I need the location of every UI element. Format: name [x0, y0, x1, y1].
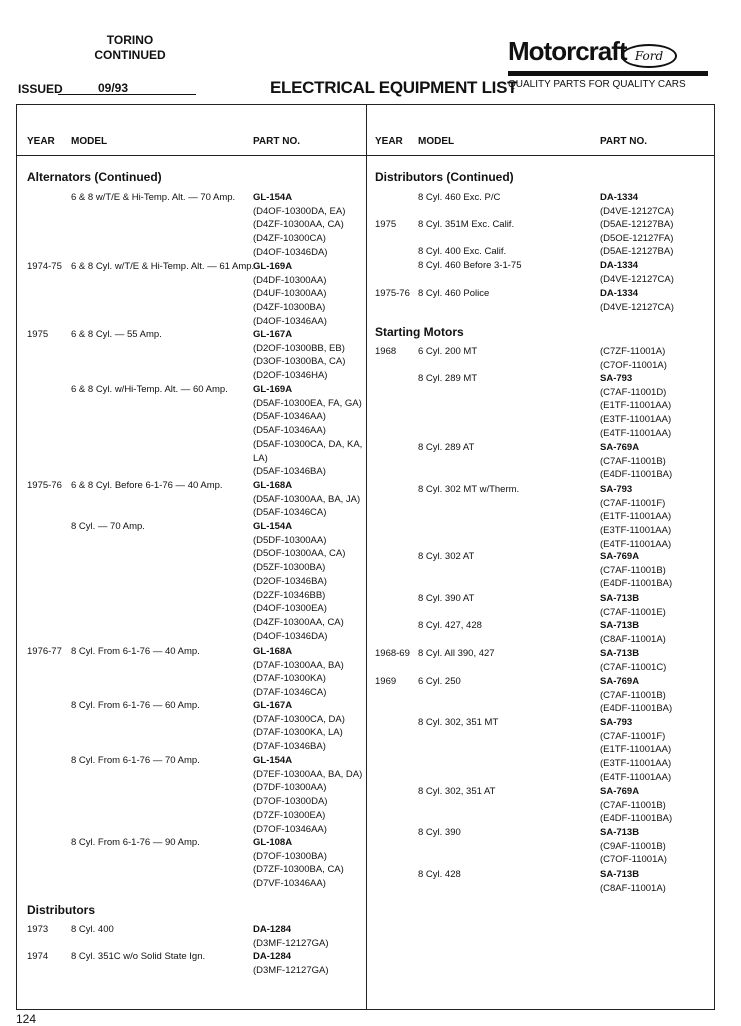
- motorcraft-logo: Motorcraft: [508, 36, 627, 66]
- part-number: GL-169A: [253, 261, 293, 272]
- row-year: 1968: [375, 346, 397, 357]
- part-reference: (E4TF-11001AA): [600, 771, 672, 783]
- row-year: 1974-75: [27, 261, 62, 272]
- col-header-model-left: MODEL: [71, 136, 108, 147]
- row-year: 1975: [27, 329, 49, 340]
- part-reference: (C7AF-11001E): [600, 606, 666, 618]
- part-reference: (D7EF-10300AA, BA, DA): [253, 768, 363, 780]
- part-number: SA-769A: [600, 442, 640, 453]
- section-title: Alternators (Continued): [27, 170, 162, 184]
- part-reference: (D4OF-10346DA): [253, 246, 328, 258]
- row-model: 8 Cyl. 390 AT: [418, 593, 475, 604]
- part-reference: (D4VE-12127CA): [600, 301, 674, 313]
- part-reference: (E4DF-11001BA): [600, 578, 673, 590]
- part-number: DA-1334: [600, 192, 639, 203]
- part-reference: (C8AF-11001A): [600, 633, 666, 645]
- page-title: ELECTRICAL EQUIPMENT LIST: [270, 78, 518, 97]
- row-model: 8 Cyl. 302 MT w/Therm.: [418, 484, 520, 495]
- section-title: Starting Motors: [375, 325, 464, 339]
- part-reference: (D5AF-10346AA): [253, 425, 326, 437]
- issued-date: 09/93: [97, 81, 129, 95]
- part-reference: (D7AF-10300KA, LA): [253, 727, 343, 739]
- part-reference: (D4OF-10300EA): [253, 603, 327, 615]
- part-reference: (C7ZF-11001A): [600, 346, 666, 357]
- part-reference: (D5AF-10300AA, BA, JA): [253, 493, 361, 505]
- part-number: GL-167A: [253, 700, 293, 711]
- part-reference: (D7ZF-10300BA, CA): [253, 864, 344, 876]
- part-reference: (D4ZF-10300CA): [253, 233, 326, 245]
- part-reference: (D5AF-10346CA): [253, 507, 327, 519]
- part-reference: (C7AF-11001F): [600, 730, 666, 742]
- part-reference: (D5ZF-10300BA): [253, 562, 326, 574]
- part-reference: (D7OF-10300BA): [253, 850, 327, 862]
- part-reference: (C7AF-11001B): [600, 564, 666, 576]
- row-year: 1969: [375, 676, 397, 687]
- row-model: 8 Cyl. 351M Exc. Calif.: [418, 219, 515, 230]
- part-reference: (E4DF-11001BA): [600, 469, 673, 481]
- part-reference: (C7OF-11001A): [600, 854, 667, 866]
- part-number: SA-713B: [600, 869, 640, 880]
- part-reference: (C7AF-11001C): [600, 661, 667, 673]
- part-reference: (D3MF-12127GA): [253, 937, 329, 949]
- part-number: DA-1334: [600, 288, 639, 299]
- part-reference: (D5AF-10346BA): [253, 466, 326, 478]
- part-number: SA-713B: [600, 827, 640, 838]
- row-model: 8 Cyl. 390: [418, 827, 461, 838]
- part-reference: (D7VF-10346AA): [253, 878, 326, 890]
- tagline: QUALITY PARTS FOR QUALITY CARS: [508, 79, 686, 90]
- section-title: Distributors: [27, 903, 96, 917]
- part-number: SA-769A: [600, 676, 640, 687]
- part-number: SA-769A: [600, 551, 640, 562]
- part-reference: (D2ZF-10346BB): [253, 589, 326, 601]
- part-reference: (D5AF-10300CA, DA, KA,: [253, 438, 363, 450]
- row-model: 8 Cyl. From 6-1-76 — 40 Amp.: [71, 646, 200, 657]
- row-model: 8 Cyl. 351C w/o Solid State Ign.: [71, 951, 206, 962]
- col-header-part-right: PART NO.: [600, 136, 648, 147]
- part-reference: (D5DF-10300AA): [253, 534, 327, 546]
- row-model: 6 & 8 w/T/E & Hi-Temp. Alt. — 70 Amp.: [71, 192, 236, 203]
- part-number: GL-154A: [253, 192, 293, 203]
- part-reference: (D4ZF-10300AA, CA): [253, 219, 344, 231]
- part-reference: (C8AF-11001A): [600, 882, 666, 894]
- part-reference: (D7DF-10300AA): [253, 782, 327, 794]
- row-model: 8 Cyl. 289 MT: [418, 373, 478, 384]
- part-reference: (E3TF-11001AA): [600, 414, 672, 426]
- part-number: DA-1334: [600, 260, 639, 271]
- part-reference: (D4UF-10300AA): [253, 288, 327, 300]
- part-reference: (D4ZF-10300AA, CA): [253, 616, 344, 628]
- part-reference: (C7OF-11001A): [600, 359, 667, 371]
- row-model: 8 Cyl. 460 Police: [418, 288, 490, 299]
- issued-label: ISSUED: [18, 82, 63, 96]
- row-model: 8 Cyl. — 70 Amp.: [71, 521, 145, 532]
- part-reference: (E1TF-11001AA): [600, 400, 672, 412]
- part-number: GL-168A: [253, 646, 293, 657]
- part-reference: (D4OF-10346DA): [253, 630, 328, 642]
- part-reference: LA): [253, 452, 268, 464]
- row-model: 6 & 8 Cyl. Before 6-1-76 — 40 Amp.: [71, 480, 223, 491]
- part-reference: (E4TF-11001AA): [600, 538, 672, 550]
- header-rule: [16, 155, 715, 156]
- part-number: SA-769A: [600, 786, 640, 797]
- part-reference: (E4DF-11001BA): [600, 813, 673, 825]
- part-reference: (D5AF-10300EA, FA, GA): [253, 397, 362, 409]
- part-number: GL-154A: [253, 521, 293, 532]
- part-reference: (D7AF-10346BA): [253, 741, 326, 753]
- row-model: 8 Cyl. 302, 351 MT: [418, 717, 499, 728]
- part-reference: (E4TF-11001AA): [600, 427, 672, 439]
- ford-oval-icon: Ford: [621, 44, 677, 68]
- part-reference: (D7AF-10300KA): [253, 673, 326, 685]
- part-number: DA-1284: [253, 924, 292, 935]
- col-header-year-left: YEAR: [27, 136, 55, 147]
- part-number: GL-154A: [253, 755, 293, 766]
- part-reference: (D7OF-10300DA): [253, 796, 328, 808]
- part-number: SA-793: [600, 717, 633, 728]
- part-reference: (D7AF-10300CA, DA): [253, 713, 345, 725]
- row-model: 8 Cyl. 289 AT: [418, 442, 475, 453]
- part-reference: (D7AF-10346CA): [253, 687, 327, 699]
- part-number: SA-793: [600, 484, 633, 495]
- part-reference: (D7ZF-10300EA): [253, 809, 326, 821]
- part-reference: (D4VE-12127CA): [600, 273, 674, 285]
- part-number: SA-793: [600, 373, 633, 384]
- part-number: GL-168A: [253, 480, 293, 491]
- part-reference: (D5OF-10300AA, CA): [253, 548, 346, 560]
- row-model: 8 Cyl. All 390, 427: [418, 648, 495, 659]
- row-model: 6 Cyl. 250: [418, 676, 461, 687]
- part-reference: (D3MF-12127GA): [253, 964, 329, 976]
- row-model: 8 Cyl. 302 AT: [418, 551, 475, 562]
- model-heading: [60, 33, 200, 63]
- model-continued: CONTINUED: [94, 48, 166, 62]
- part-reference: (D5AE-12127BA): [600, 246, 674, 257]
- row-model: 6 & 8 Cyl. w/T/E & Hi-Temp. Alt. — 61 Amp.: [71, 261, 255, 272]
- part-reference: (D4VE-12127CA): [600, 205, 674, 217]
- row-year: 1968-69: [375, 648, 410, 659]
- part-reference: (E1TF-11001AA): [600, 744, 672, 756]
- row-year: 1973: [27, 924, 49, 935]
- logo-rule: [508, 71, 708, 76]
- row-model: 8 Cyl. From 6-1-76 — 90 Amp.: [71, 837, 200, 848]
- col-header-model-right: MODEL: [418, 136, 455, 147]
- row-model: 6 Cyl. 200 MT: [418, 346, 478, 357]
- row-model: 8 Cyl. 400: [71, 924, 114, 935]
- row-model: 8 Cyl. 400 Exc. Calif.: [418, 246, 507, 257]
- row-year: 1976-77: [27, 646, 62, 657]
- part-reference: (D2OF-10346BA): [253, 575, 327, 587]
- model-name: TORINO: [106, 33, 154, 47]
- col-header-part-left: PART NO.: [253, 136, 301, 147]
- row-model: 8 Cyl. 460 Before 3-1-75: [418, 260, 522, 271]
- row-year: 1975: [375, 219, 397, 230]
- part-reference: (E4DF-11001BA): [600, 703, 673, 715]
- row-year: 1975-76: [375, 288, 410, 299]
- row-model: 6 & 8 Cyl. — 55 Amp.: [71, 329, 162, 340]
- part-reference: (E3TF-11001AA): [600, 525, 672, 537]
- part-reference: (D4OF-10300DA, EA): [253, 205, 346, 217]
- page-number: 124: [16, 1012, 37, 1026]
- part-number: SA-713B: [600, 593, 640, 604]
- part-reference: (C7AF-11001B): [600, 799, 666, 811]
- column-divider: [366, 104, 367, 1010]
- part-reference: (D7AF-10300AA, BA): [253, 659, 344, 671]
- part-reference: (D4DF-10300AA): [253, 274, 327, 286]
- row-model: 8 Cyl. 302, 351 AT: [418, 786, 496, 797]
- part-number: SA-713B: [600, 620, 640, 631]
- part-number: GL-167A: [253, 329, 293, 340]
- row-year: 1975-76: [27, 480, 62, 491]
- part-reference: (D7OF-10346AA): [253, 823, 327, 835]
- row-model: 8 Cyl. From 6-1-76 — 60 Amp.: [71, 700, 200, 711]
- part-reference: (D4OF-10346AA): [253, 315, 327, 327]
- part-reference: (C9AF-11001B): [600, 840, 666, 852]
- part-number: GL-169A: [253, 384, 293, 395]
- part-reference: (C7AF-11001D): [600, 386, 667, 398]
- part-reference: (E3TF-11001AA): [600, 758, 672, 770]
- row-model: 6 & 8 Cyl. w/Hi-Temp. Alt. — 60 Amp.: [71, 384, 228, 395]
- row-model: 8 Cyl. 460 Exc. P/C: [418, 192, 501, 203]
- part-reference: (C7AF-11001B): [600, 689, 666, 701]
- part-reference: (D4ZF-10300BA): [253, 302, 326, 314]
- part-number: GL-108A: [253, 837, 293, 848]
- part-reference: (D3OF-10300BA, CA): [253, 356, 346, 368]
- part-reference: (E1TF-11001AA): [600, 511, 672, 523]
- row-model: 8 Cyl. 427, 428: [418, 620, 482, 631]
- col-header-year-right: YEAR: [375, 136, 403, 147]
- part-reference: (D2OF-10346HA): [253, 370, 328, 382]
- section-title: Distributors (Continued): [375, 170, 514, 184]
- part-reference: (C7AF-11001F): [600, 497, 666, 509]
- part-reference: (D5AF-10346AA): [253, 411, 326, 423]
- part-reference: (D5AE-12127BA): [600, 219, 674, 230]
- part-number: DA-1284: [253, 951, 292, 962]
- part-reference: (D2OF-10300BB, EB): [253, 342, 345, 354]
- row-model: 8 Cyl. From 6-1-76 — 70 Amp.: [71, 755, 200, 766]
- row-year: 1974: [27, 951, 49, 962]
- part-reference: (C7AF-11001B): [600, 455, 666, 467]
- part-number: SA-713B: [600, 648, 640, 659]
- row-model: 8 Cyl. 428: [418, 869, 461, 880]
- part-reference: (D5OE-12127FA): [600, 232, 674, 244]
